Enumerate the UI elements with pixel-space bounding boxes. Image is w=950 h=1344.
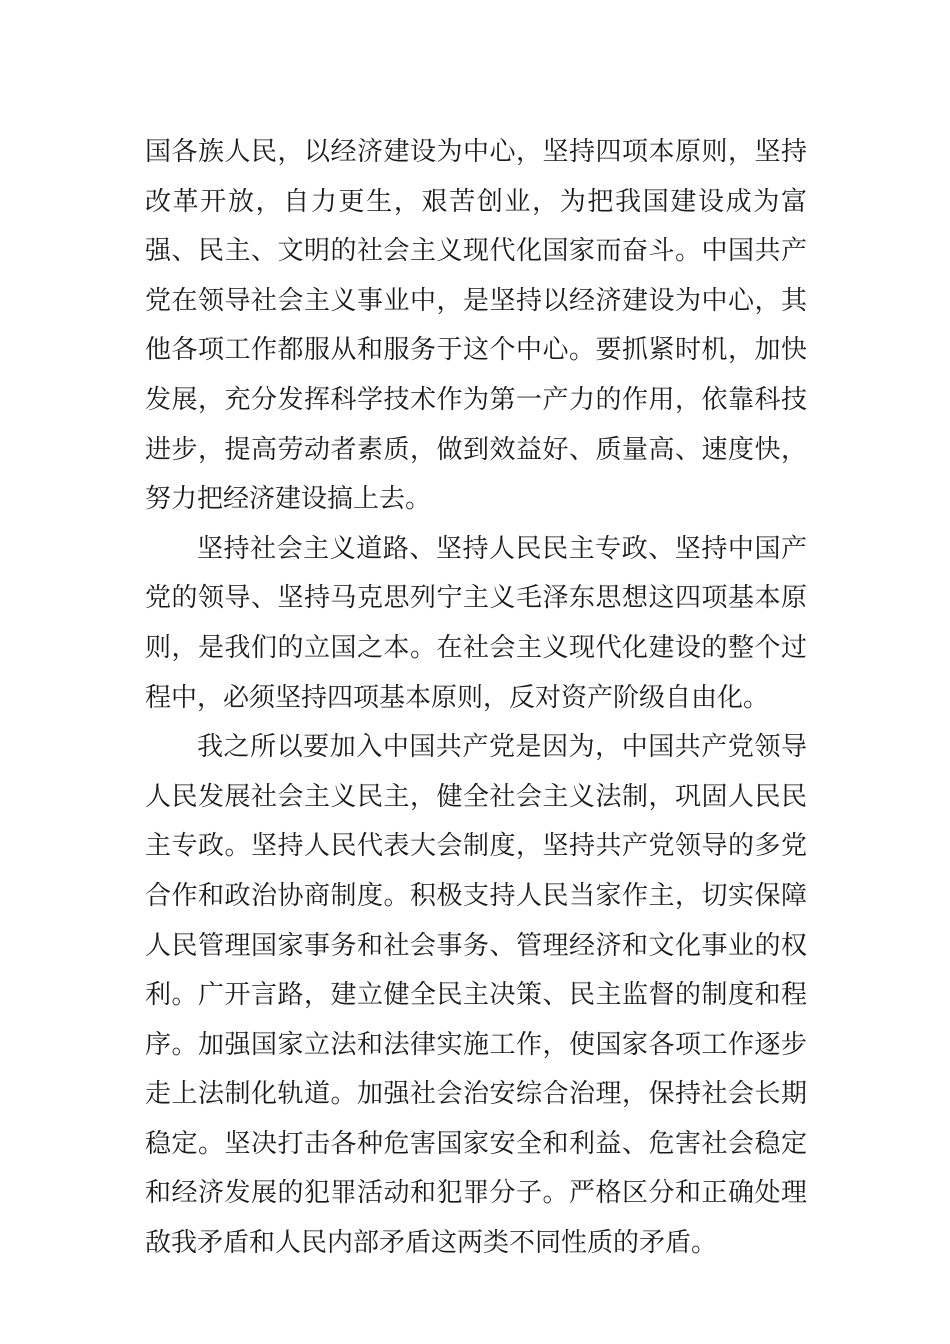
paragraph-1: 国各族人民，以经济建设为中心，坚持四项本原则，坚持改革开放，自力更生，艰苦创业，为把我国建设成为富强、民主、文明的社会主义现代化国家而奋斗。中国共产党在领导社会主义事业中，是坚持以经济建设为中心，其他各项工作都服从和服务于这个中心。要抓紧时机，加快发展，充分发挥科学技术作为第一产力的作用，依靠科技进步，提高劳动者素质，做到效益好、质量高、速度快，努力把经济建设搞上去。 bbox=[145, 137, 807, 515]
document-page bbox=[145, 128, 807, 1269]
paragraph-2: 坚持社会主义道路、坚持人民民主专政、坚持中国产党的领导、坚持马克思列宁主义毛泽东思想这四项基本原则，是我们的立国之本。在社会主义现代化建设的整个过程中，必须坚持四项基本原则，反对资产阶级自由化。 bbox=[145, 533, 807, 713]
paragraph-3: 我之所以要加入中国共产党是因为，中国共产党领导人民发展社会主义民主，健全社会主义法制，巩固人民民主专政。坚持人民代表大会制度，坚持共产党领导的多党合作和政治协商制度。积极支持人民当家作主，切实保障人民管理国家事务和社会事务、管理经济和文化事业的权利。广开言路，建立健全民主决策、民主监督的制度和程序。加强国家立法和法律实施工作，使国家各项工作逐步走上法制化轨道。加强社会治安综合治理，保持社会长期稳定。坚决打击各种危害国家安全和利益、危害社会稳定和经济发展的犯罪活动和犯罪分子。严格区分和正确处理敌我矛盾和人民内部矛盾这两类不同性质的矛盾。 bbox=[145, 732, 807, 1259]
